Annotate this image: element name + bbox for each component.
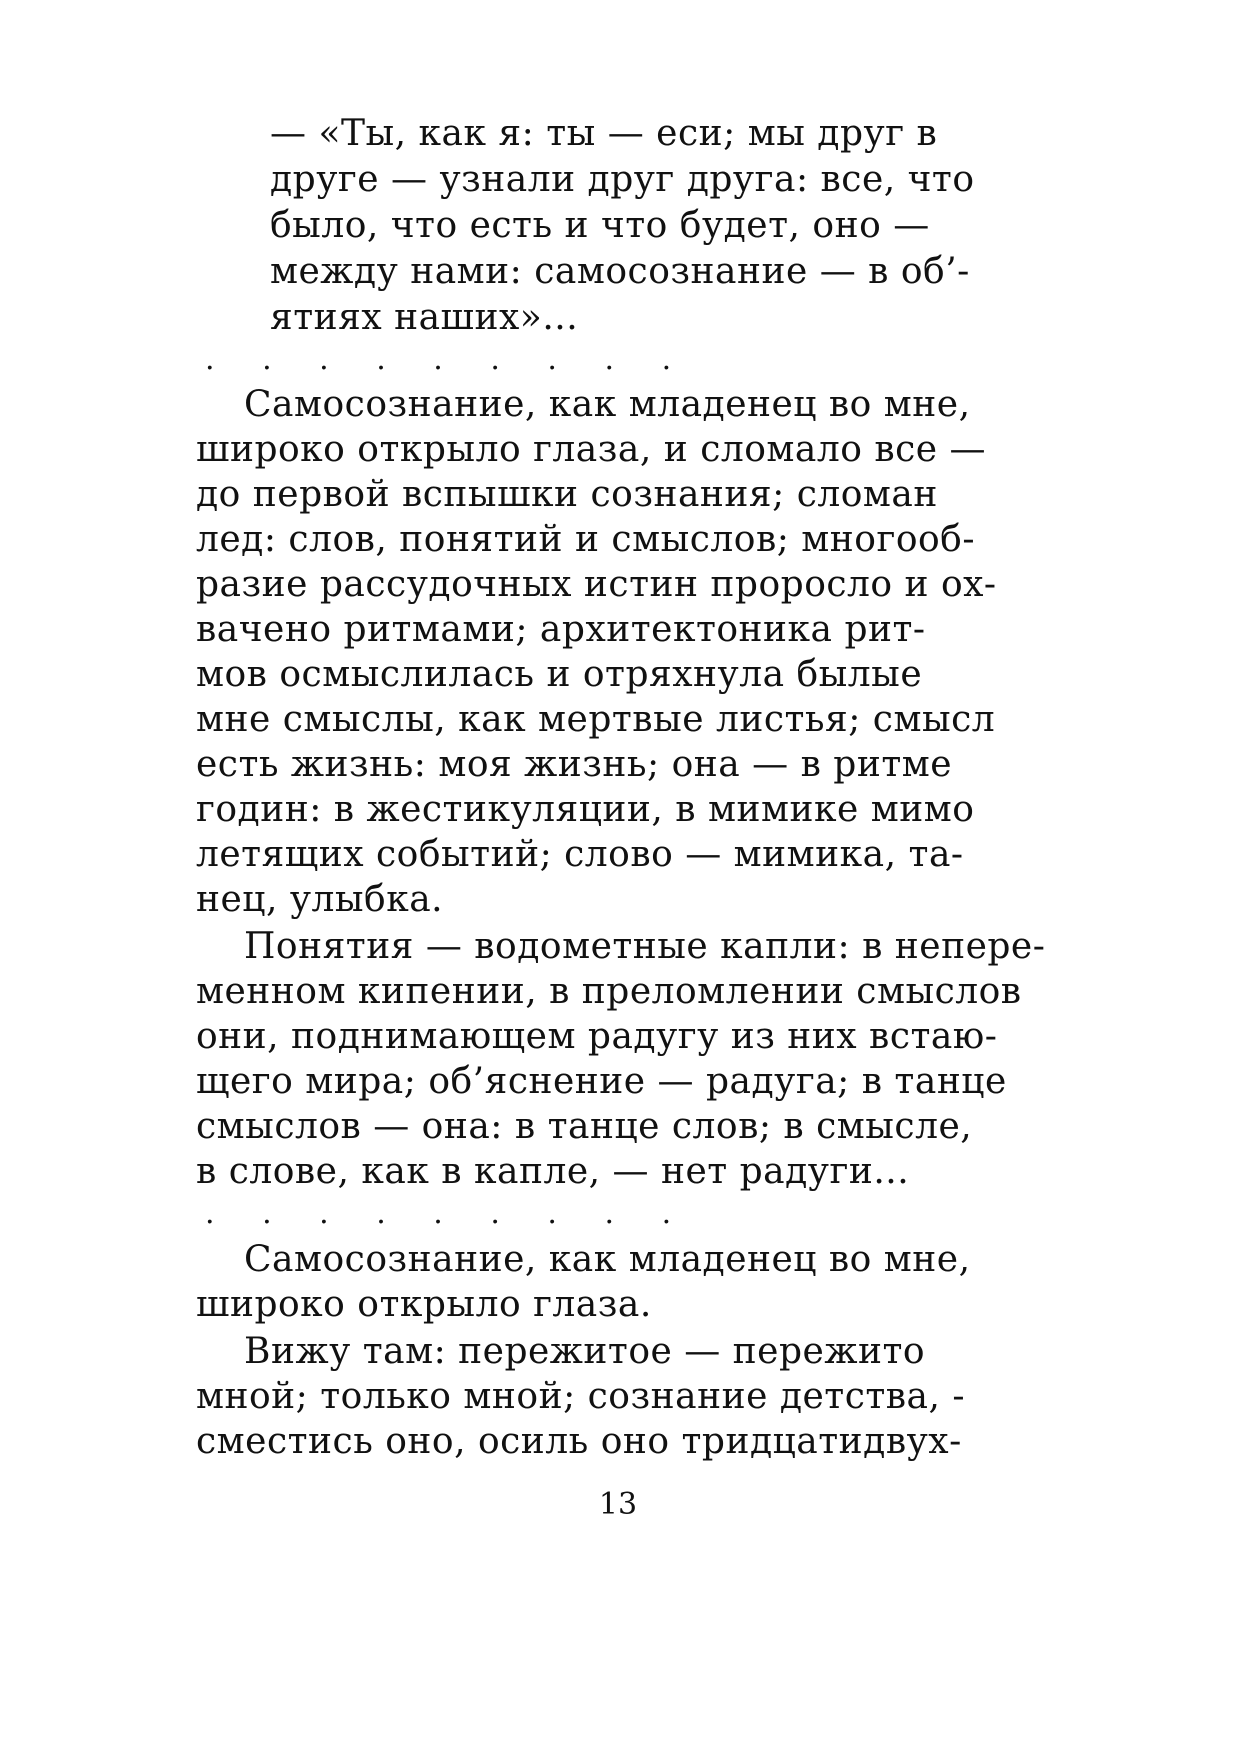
text-line: лед: слов, понятий и смыслов; многооб-	[196, 519, 976, 560]
page-number: 13	[598, 1487, 638, 1522]
paragraph-first-line: Самосознание, как младенец во мне,	[244, 1239, 971, 1280]
text-line: смыслов — она: в танце слов; в смысле,	[196, 1106, 973, 1147]
text-line: сместись оно, осиль оно тридцатидвух-	[196, 1421, 962, 1462]
text-line: ятиях наших»...	[270, 297, 579, 338]
text-line: нец, улыбка.	[196, 879, 444, 920]
text-line: есть жизнь: моя жизнь; она — в ритме	[196, 744, 953, 785]
text-line: разие рассудочных истин проросло и ох-	[196, 564, 997, 605]
text-line: годин: в жестикуляции, в мимике мимо	[196, 789, 975, 830]
text-line: широко открыло глаза, и сломало все —	[196, 429, 987, 470]
text-line: мов осмыслилась и отряхнула былые	[196, 654, 923, 695]
text-line: было, что есть и что будет, оно —	[270, 205, 930, 246]
text-line: щего мира; об’яснение — радуга; в танце	[196, 1061, 1007, 1102]
text-line: между нами: самосознание — в об’-	[270, 251, 970, 292]
paragraph-first-line: Самосознание, как младенец во мне,	[244, 384, 971, 425]
text-line: широко открыло глаза.	[196, 1284, 652, 1325]
text-line: менном кипении, в преломлении смыслов	[196, 971, 1022, 1012]
text-line: мной; только мной; сознание детства, -	[196, 1376, 966, 1417]
text-line: в слове, как в капле, — нет радуги...	[196, 1151, 910, 1192]
text-line: они, поднимающем радугу из них встаю-	[196, 1016, 998, 1057]
text-line: — «Ты, как я: ты — еси; мы друг в	[270, 113, 938, 154]
text-line: вачено ритмами; архитектоника рит-	[196, 609, 926, 650]
paragraph-first-line: Вижу там: пережитое — пережито	[244, 1331, 926, 1372]
text-line: друге — узнали друг друга: все, что	[270, 159, 975, 200]
section-separator: . . . . . . . . .	[205, 1196, 691, 1231]
text-line: летящих событий; слово — мимика, та-	[196, 834, 964, 875]
text-line: до первой вспышки сознания; сломан	[196, 474, 938, 515]
text-line: мне смыслы, как мертвые листья; смысл	[196, 699, 996, 740]
section-separator: . . . . . . . . .	[205, 342, 691, 377]
paragraph-first-line: Понятия — водометные капли: в непере-	[244, 926, 1046, 967]
